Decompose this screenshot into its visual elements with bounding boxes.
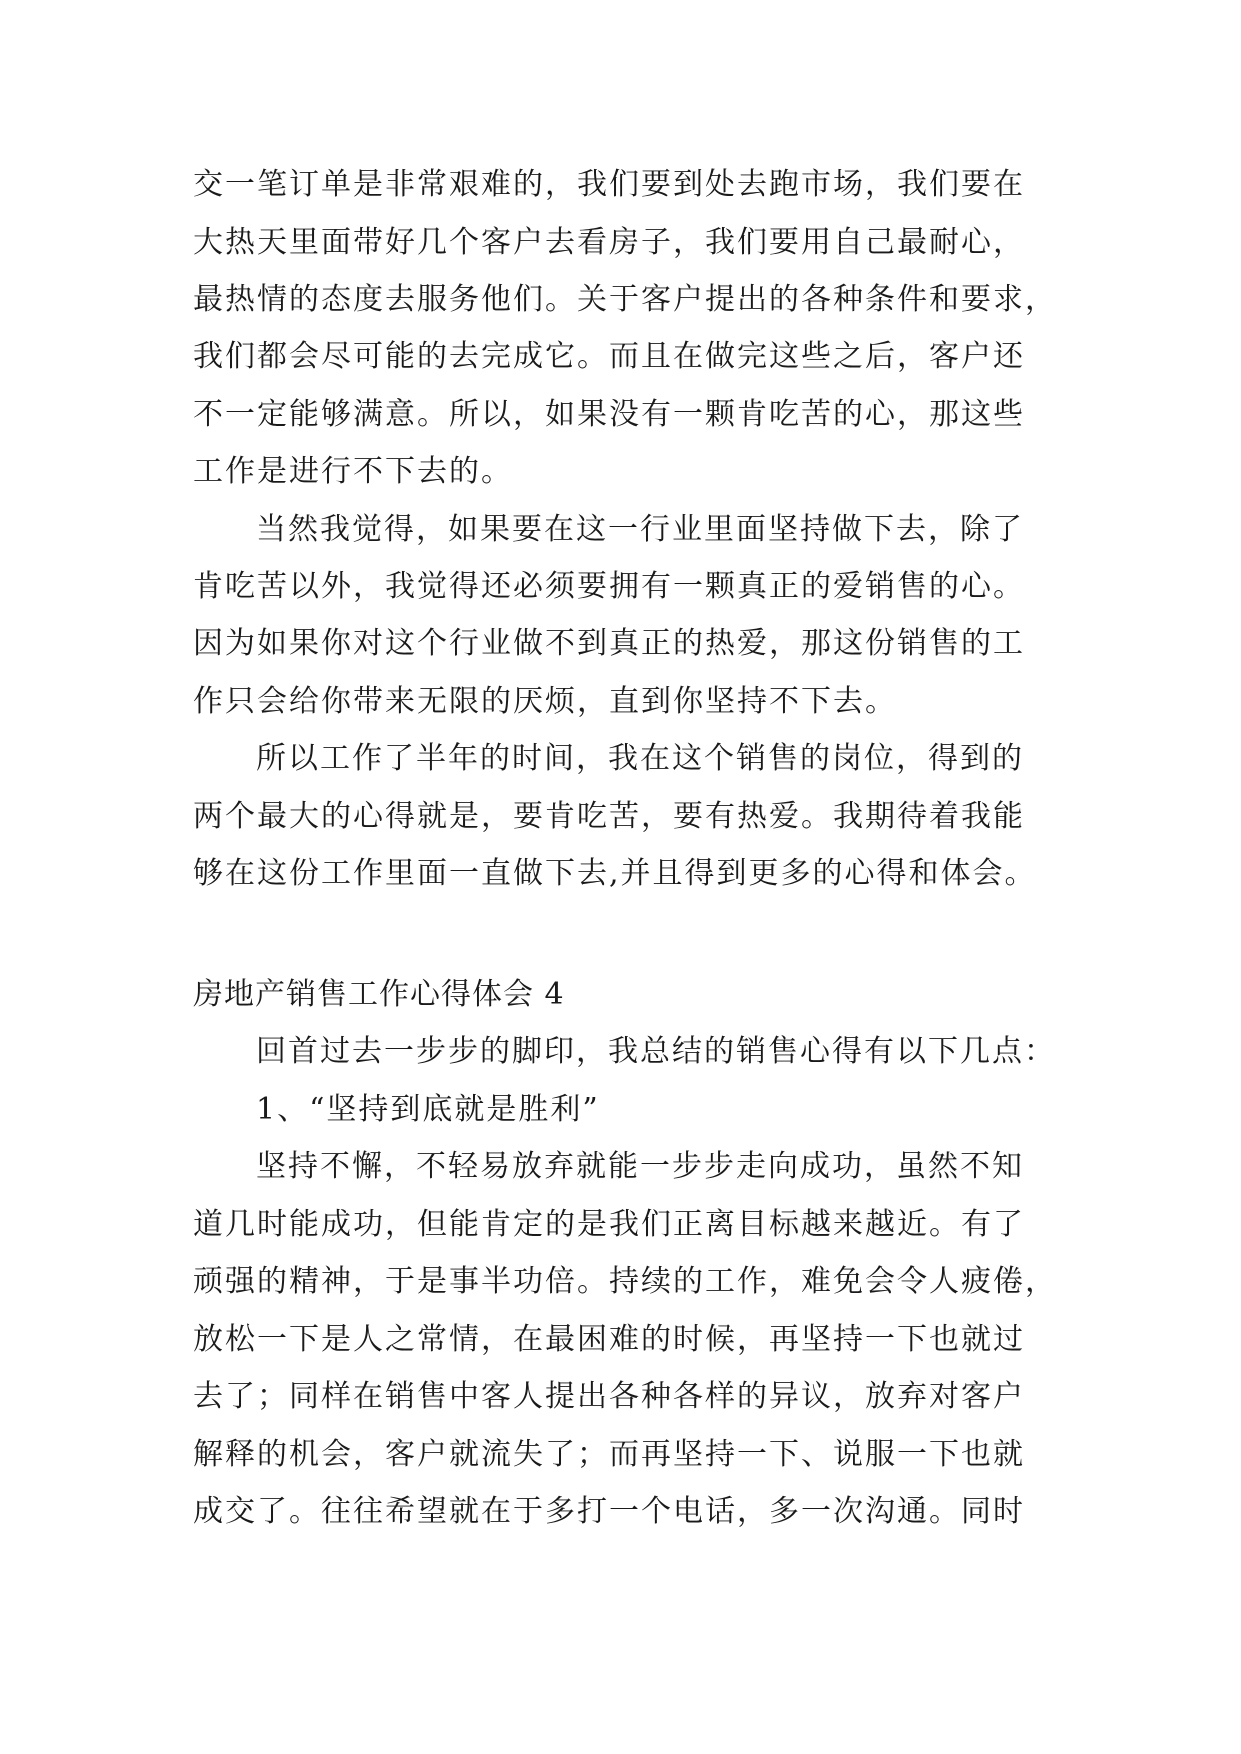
paragraph-line: 放松一下是人之常情，在最困难的时候，再坚持一下也就过: [193, 1322, 1025, 1357]
paragraph-line: 作只会给你带来无限的厌烦，直到你坚持不下去。: [193, 684, 897, 719]
paragraph-line: 大热天里面带好几个客户去看房子，我们要用自己最耐心，: [193, 225, 1025, 260]
paragraph-line: 解释的机会，客户就流失了；而再坚持一下、说服一下也就: [193, 1437, 1025, 1472]
paragraph-line: 因为如果你对这个行业做不到真正的热爱，那这份销售的工: [193, 626, 1025, 661]
paragraph-line: 不一定能够满意。所以，如果没有一颗肯吃苦的心，那这些: [193, 397, 1025, 432]
paragraph-line: 两个最大的心得就是，要肯吃苦，要有热爱。我期待着我能: [193, 799, 1025, 834]
paragraph-line: 交一笔订单是非常艰难的，我们要到处去跑市场，我们要在: [193, 167, 1025, 202]
paragraph-line: 所以工作了半年的时间，我在这个销售的岗位，得到的: [256, 741, 1024, 776]
paragraph-line: 顽强的精神，于是事半功倍。持续的工作，难免会令人疲倦，: [193, 1264, 1057, 1299]
paragraph-line: 够在这份工作里面一直做下去,并且得到更多的心得和体会。: [193, 856, 1037, 891]
point-title: 1、“坚持到底就是胜利”: [256, 1092, 600, 1127]
paragraph-line: 成交了。往往希望就在于多打一个电话，多一次沟通。同时: [193, 1494, 1025, 1529]
paragraph-line: 坚持不懈，不轻易放弃就能一步步走向成功，虽然不知: [256, 1149, 1024, 1184]
paragraph-line: 道几时能成功，但能肯定的是我们正离目标越来越近。有了: [193, 1207, 1025, 1242]
intro-line: 回首过去一步步的脚印，我总结的销售心得有以下几点：: [256, 1034, 1056, 1069]
paragraph-line: 去了；同样在销售中客人提出各种各样的异议，放弃对客户: [193, 1379, 1025, 1414]
paragraph-line: 工作是进行不下去的。: [193, 454, 513, 489]
section-title: 房地产销售工作心得体会 4: [193, 977, 565, 1012]
paragraph-line: 最热情的态度去服务他们。关于客户提出的各种条件和要求，: [193, 282, 1057, 317]
paragraph-line: 肯吃苦以外，我觉得还必须要拥有一颗真正的爱销售的心。: [193, 569, 1025, 604]
paragraph-line: 当然我觉得，如果要在这一行业里面坚持做下去，除了: [256, 512, 1024, 547]
paragraph-line: 我们都会尽可能的去完成它。而且在做完这些之后，客户还: [193, 339, 1025, 374]
